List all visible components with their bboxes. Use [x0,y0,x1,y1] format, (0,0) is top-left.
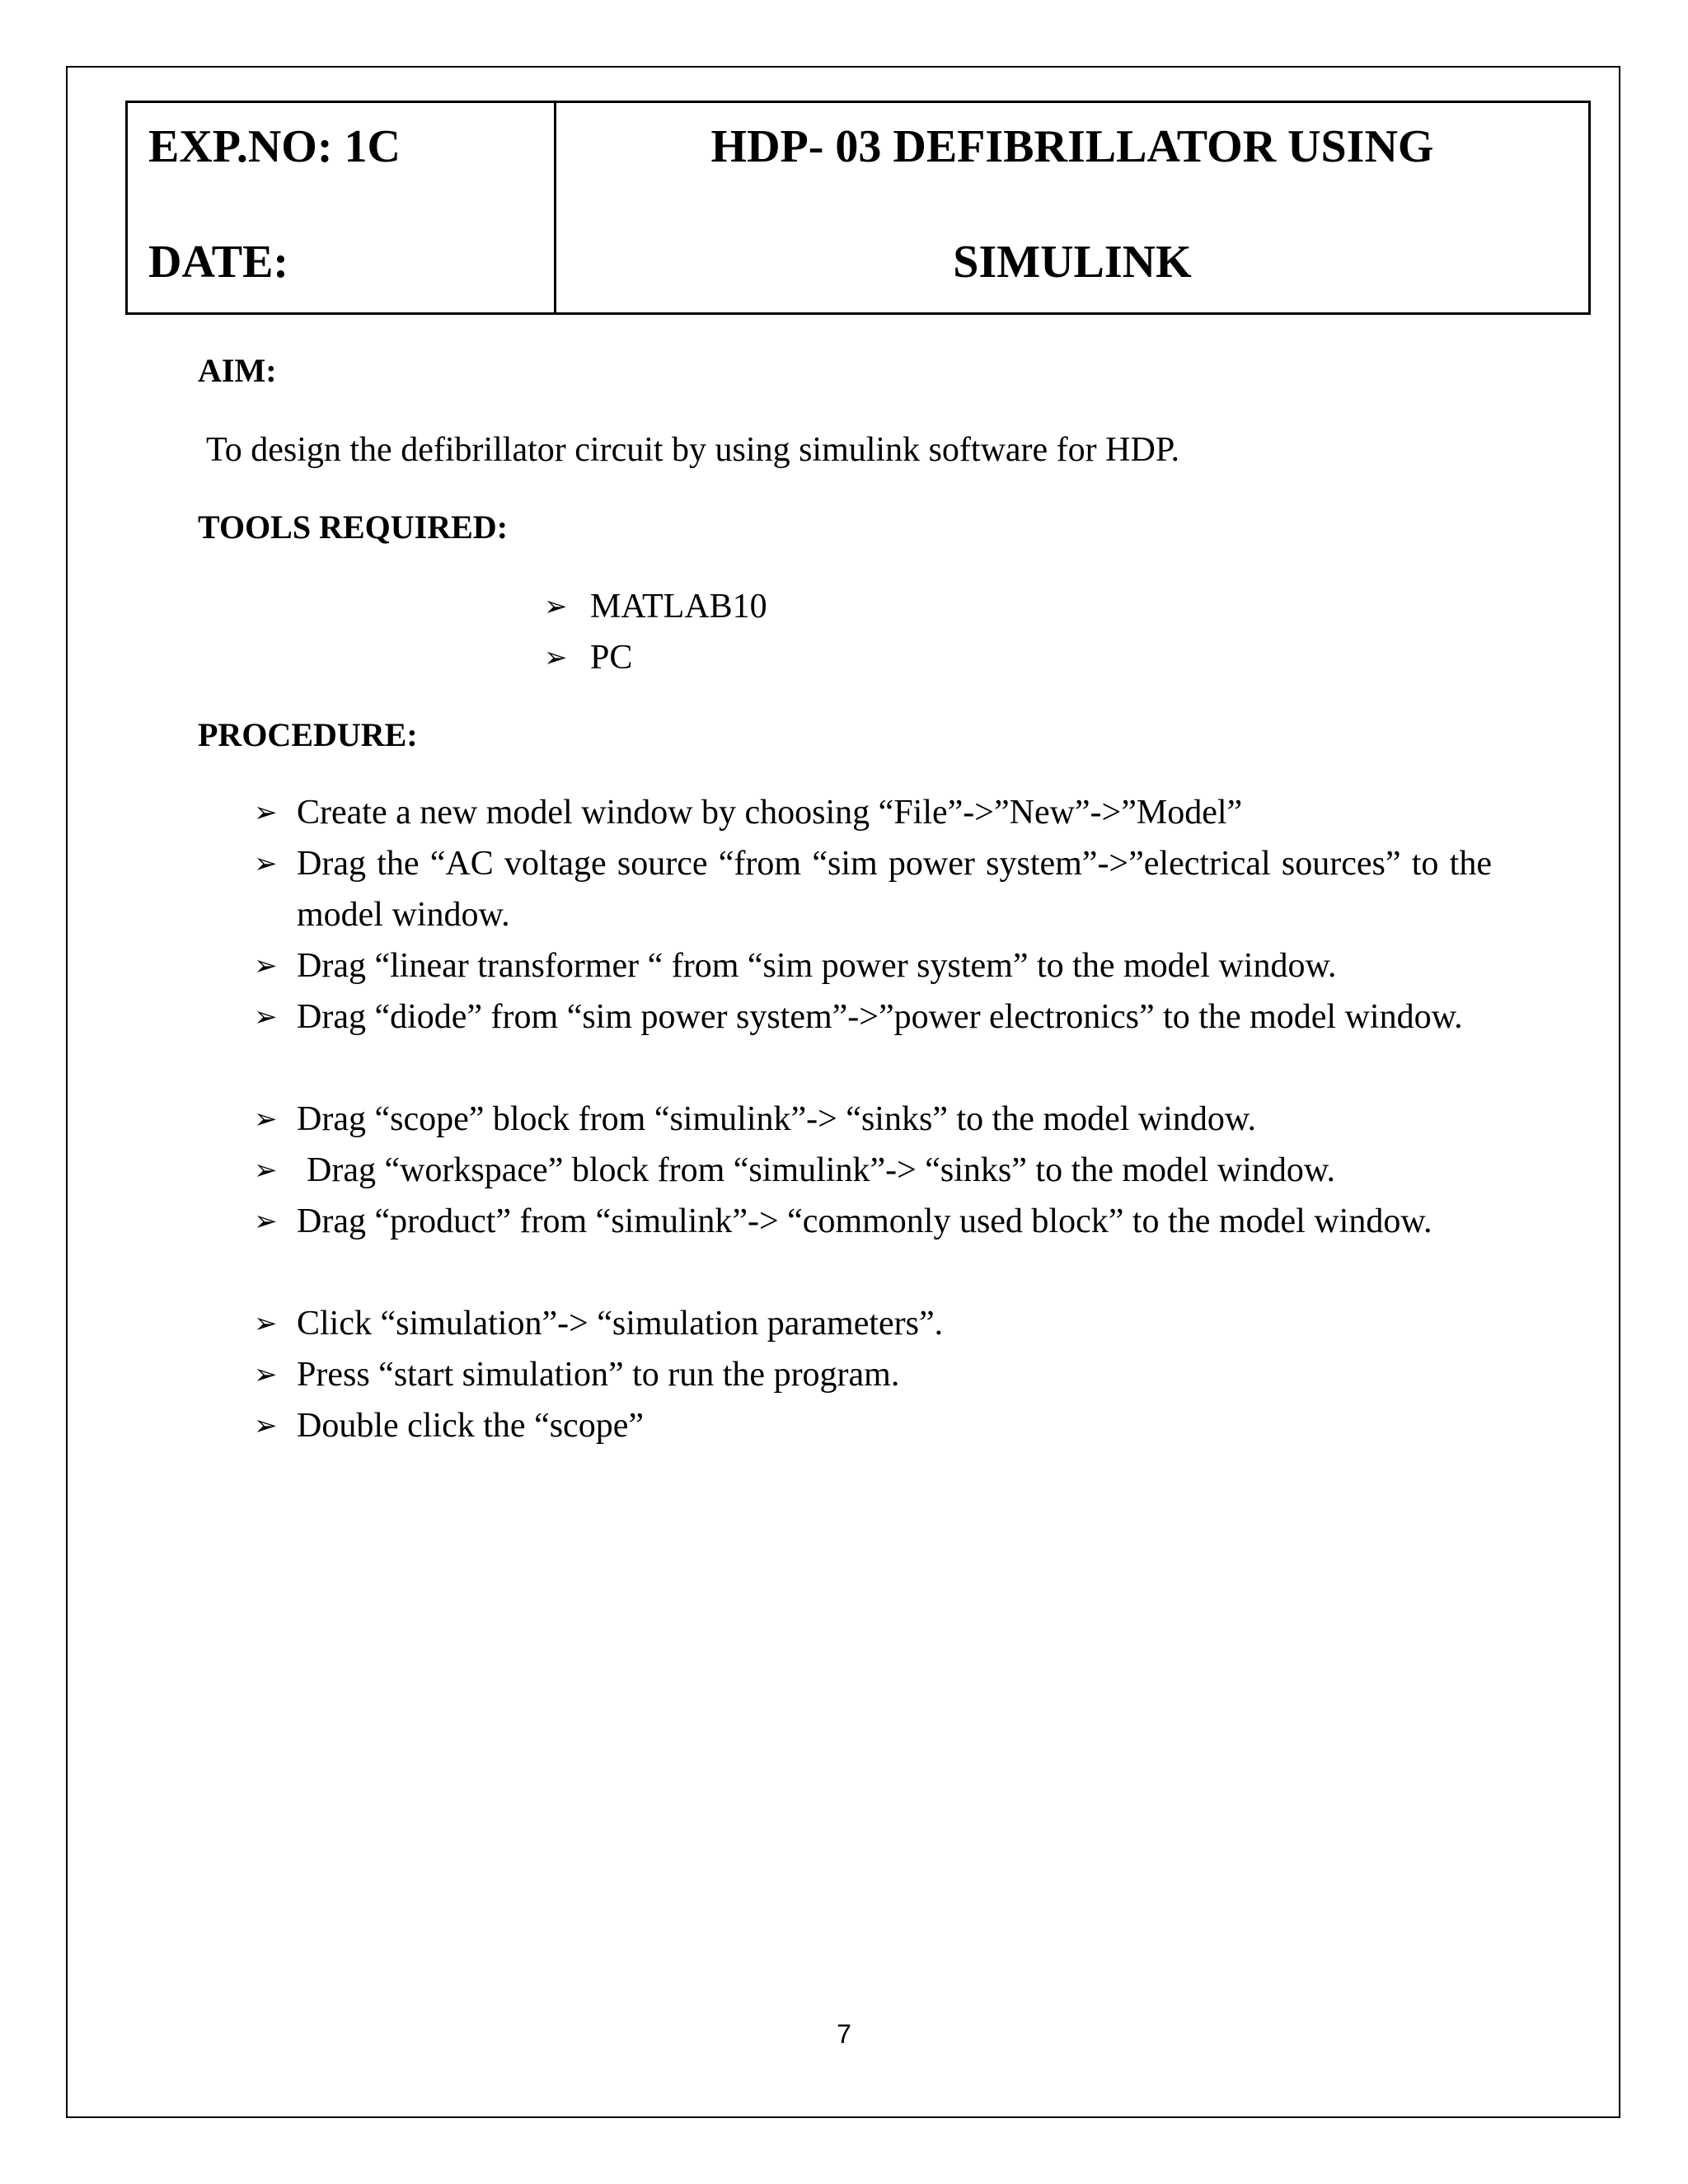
procedure-step-text: Drag “workspace” block from “simulink”-> “sinks” to the model window. [307,1151,1335,1189]
tool-item-label: PC [590,639,633,677]
procedure-heading: PROCEDURE: [198,716,418,753]
procedure-step-text: Click “simulation”-> “simulation parameters”. [297,1305,944,1343]
procedure-step-text: Double click the “scope” [297,1407,644,1445]
date-label: DATE: [148,237,289,288]
arrow-bullet-icon: ➢ [254,1103,278,1136]
arrow-bullet-icon: ➢ [254,1307,278,1340]
procedure-step-text: Drag “diode” from “sim power system”->”power electronics” to the model window. [297,998,1463,1036]
arrow-bullet-icon: ➢ [254,847,278,880]
header-left-cell [128,103,556,312]
tool-item-label: MATLAB10 [590,588,767,626]
procedure-step-text: Press “start simulation” to run the program. [297,1356,900,1394]
arrow-bullet-icon: ➢ [544,590,568,623]
tools-heading: TOOLS REQUIRED: [198,509,509,546]
arrow-bullet-icon: ➢ [254,1154,278,1187]
header-table [125,101,1591,315]
procedure-step-text: Drag “linear transformer “ from “sim power system” to the model window. [297,947,1337,985]
aim-text: To design the defibrillator circuit by using simulink software for HDP. [206,431,1180,469]
arrow-bullet-icon: ➢ [254,1358,278,1391]
title-line-1: HDP- 03 DEFIBRILLATOR USING [710,121,1434,172]
arrow-bullet-icon: ➢ [544,641,568,674]
experiment-number: EXP.NO: 1C [148,121,401,172]
page-number: 7 [837,2019,851,2049]
header-right-cell [556,103,1588,312]
aim-heading: AIM: [198,352,277,389]
procedure-step-text: Drag “scope” block from “simulink”-> “sinks” to the model window. [297,1100,1257,1138]
page-border [66,66,1620,2118]
procedure-step-text: Create a new model window by choosing “File”->”New”->”Model” [297,794,1243,832]
arrow-bullet-icon: ➢ [254,949,278,982]
title-line-2: SIMULINK [953,237,1192,288]
procedure-step-text: Drag “product” from “simulink”-> “commonly used block” to the model window. [297,1202,1432,1240]
arrow-bullet-icon: ➢ [254,1001,278,1033]
arrow-bullet-icon: ➢ [254,796,278,829]
arrow-bullet-icon: ➢ [254,1409,278,1442]
arrow-bullet-icon: ➢ [254,1205,278,1238]
procedure-step-text: Drag the “AC voltage source “from “sim power system”->”electrical sources” to the model window. [297,845,1492,934]
